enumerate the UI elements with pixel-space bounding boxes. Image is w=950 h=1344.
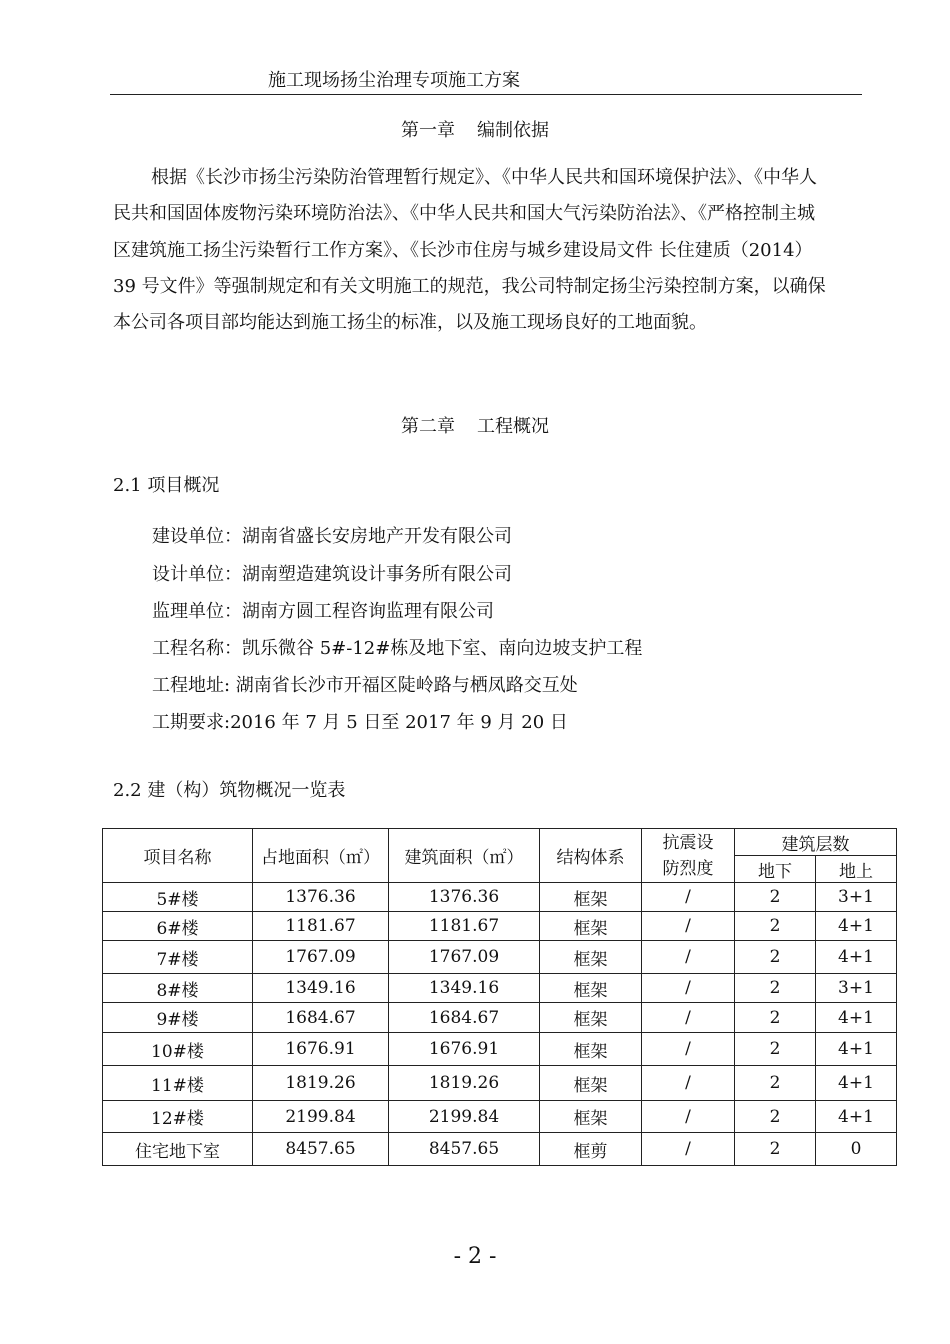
cell-build-area: 1676.91: [389, 1033, 540, 1066]
cell-structure: 框架: [540, 1003, 642, 1033]
cell-build-area: 1819.26: [389, 1066, 540, 1101]
cell-build-area: 1376.36: [389, 883, 540, 912]
cell-below: 2: [735, 1066, 816, 1101]
table-header-row: [103, 829, 897, 856]
cell-structure: 框架: [540, 974, 642, 1003]
paragraph-line: 民共和国固体废物污染环境防治法》、《中华人民共和国大气污染防治法》、《严格控制主城: [113, 203, 815, 225]
cell-seismic: /: [642, 1133, 735, 1166]
cell-seismic: /: [642, 1101, 735, 1133]
chapter-1-paragraph: [113, 160, 861, 341]
table-body: [103, 883, 897, 1166]
cell-below: 2: [735, 912, 816, 941]
document-header-title: 施工现场扬尘治理专项施工方案: [268, 70, 520, 91]
paragraph-line: 本公司各项目部均能达到施工扬尘的标准，以及施工现场良好的工地面貌。: [113, 312, 707, 334]
cell-seismic: /: [642, 941, 735, 974]
header-seismic: [642, 829, 735, 883]
cell-land-area: 1819.26: [253, 1066, 389, 1101]
cell-structure: 框架: [540, 912, 642, 941]
cell-build-area: 1767.09: [389, 941, 540, 974]
cell-structure: 框架: [540, 1033, 642, 1066]
cell-build-area: 1181.67: [389, 912, 540, 941]
cell-name: 9#楼: [103, 1003, 253, 1033]
cell-above: 4+1: [816, 1003, 897, 1033]
cell-above: 3+1: [816, 974, 897, 1003]
header-below: 地下: [735, 856, 816, 883]
header-name: 项目名称: [103, 829, 253, 883]
cell-land-area: 1684.67: [253, 1003, 389, 1033]
table-row: [103, 1066, 897, 1101]
cell-land-area: 1376.36: [253, 883, 389, 912]
header-seismic-line1: 抗震设: [662, 832, 714, 853]
cell-below: 2: [735, 941, 816, 974]
cell-above: 0: [816, 1133, 897, 1166]
cell-build-area: 2199.84: [389, 1101, 540, 1133]
section-2-1-heading: 2.1 项目概况: [113, 475, 220, 496]
section-2-2-heading: 2.2 建（构）筑物概况一览表: [113, 780, 346, 801]
chapter-2-title: 工程概况: [477, 416, 549, 437]
cell-above: 4+1: [816, 912, 897, 941]
paragraph-line: 根据《长沙市扬尘污染防治管理暂行规定》、《中华人民共和国环境保护法》、《中华人: [151, 167, 817, 188]
cell-below: 2: [735, 1003, 816, 1033]
page-number: - 2 -: [453, 1244, 497, 1269]
header-above: 地上: [816, 856, 897, 883]
cell-land-area: 1767.09: [253, 941, 389, 974]
cell-above: 4+1: [816, 1066, 897, 1101]
cell-seismic: /: [642, 1066, 735, 1101]
cell-name: 11#楼: [103, 1066, 253, 1101]
header-build-area: 建筑面积（㎡）: [389, 829, 540, 883]
chapter-2-heading: [0, 412, 950, 438]
cell-name: 5#楼: [103, 883, 253, 912]
cell-above: 4+1: [816, 941, 897, 974]
table-row: [103, 912, 897, 941]
table-row: [103, 941, 897, 974]
cell-name: 6#楼: [103, 912, 253, 941]
cell-above: 3+1: [816, 883, 897, 912]
cell-seismic: /: [642, 883, 735, 912]
cell-structure: 框架: [540, 883, 642, 912]
chapter-1-heading: [0, 116, 950, 142]
cell-structure: 框架: [540, 1101, 642, 1133]
cell-structure: 框架: [540, 1066, 642, 1101]
cell-above: 4+1: [816, 1033, 897, 1066]
buildings-table: [102, 828, 897, 1166]
cell-below: 2: [735, 1101, 816, 1133]
cell-name: 10#楼: [103, 1033, 253, 1066]
info-supervisor: 监理单位：湖南方圆工程咨询监理有限公司: [152, 601, 494, 622]
table-row: [103, 883, 897, 912]
cell-name: 8#楼: [103, 974, 253, 1003]
cell-land-area: 1349.16: [253, 974, 389, 1003]
info-address: 工程地址: 湖南省长沙市开福区陡岭路与栖凤路交互处: [152, 675, 578, 696]
cell-build-area: 1349.16: [389, 974, 540, 1003]
cell-seismic: /: [642, 912, 735, 941]
header-structure: 结构体系: [540, 829, 642, 883]
cell-name: 7#楼: [103, 941, 253, 974]
cell-below: 2: [735, 1133, 816, 1166]
chapter-1-title: 编制依据: [477, 120, 549, 141]
table-row: [103, 1133, 897, 1166]
cell-name: 12#楼: [103, 1101, 253, 1133]
cell-above: 4+1: [816, 1101, 897, 1133]
cell-seismic: /: [642, 1003, 735, 1033]
cell-land-area: 8457.65: [253, 1133, 389, 1166]
table-row: [103, 1101, 897, 1133]
cell-below: 2: [735, 974, 816, 1003]
cell-structure: 框架: [540, 941, 642, 974]
paragraph-line: 39 号文件》等强制规定和有关文明施工的规范，我公司特制定扬尘污染控制方案，以确保: [113, 275, 826, 297]
cell-build-area: 1684.67: [389, 1003, 540, 1033]
table-row: [103, 1033, 897, 1066]
table-row: [103, 974, 897, 1003]
paragraph-line: 区建筑施工扬尘污染暂行工作方案》、《长沙市住房与城乡建设局文件 长住建质（2014）: [113, 239, 813, 261]
table-row: [103, 1003, 897, 1033]
header-seismic-line2: 防烈度: [662, 858, 714, 879]
cell-land-area: 2199.84: [253, 1101, 389, 1133]
info-schedule: 工期要求:2016 年 7 月 5 日至 2017 年 9 月 20 日: [152, 712, 568, 733]
chapter-2-number: 第二章: [401, 416, 455, 437]
info-designer: 设计单位：湖南塑造建筑设计事务所有限公司: [152, 564, 512, 585]
cell-name: 住宅地下室: [103, 1133, 253, 1166]
cell-build-area: 8457.65: [389, 1133, 540, 1166]
cell-below: 2: [735, 883, 816, 912]
cell-land-area: 1181.67: [253, 912, 389, 941]
info-client: 建设单位：湖南省盛长安房地产开发有限公司: [152, 526, 512, 547]
cell-seismic: /: [642, 974, 735, 1003]
header-land-area: 占地面积（㎡）: [253, 829, 389, 883]
info-project-name: 工程名称：凯乐微谷 5#-12#栋及地下室、南向边坡支护工程: [152, 638, 643, 659]
cell-seismic: /: [642, 1033, 735, 1066]
cell-structure: 框剪: [540, 1133, 642, 1166]
header-floors: 建筑层数: [735, 829, 897, 856]
cell-land-area: 1676.91: [253, 1033, 389, 1066]
cell-below: 2: [735, 1033, 816, 1066]
header-rule: [110, 94, 862, 95]
chapter-1-number: 第一章: [401, 120, 455, 141]
